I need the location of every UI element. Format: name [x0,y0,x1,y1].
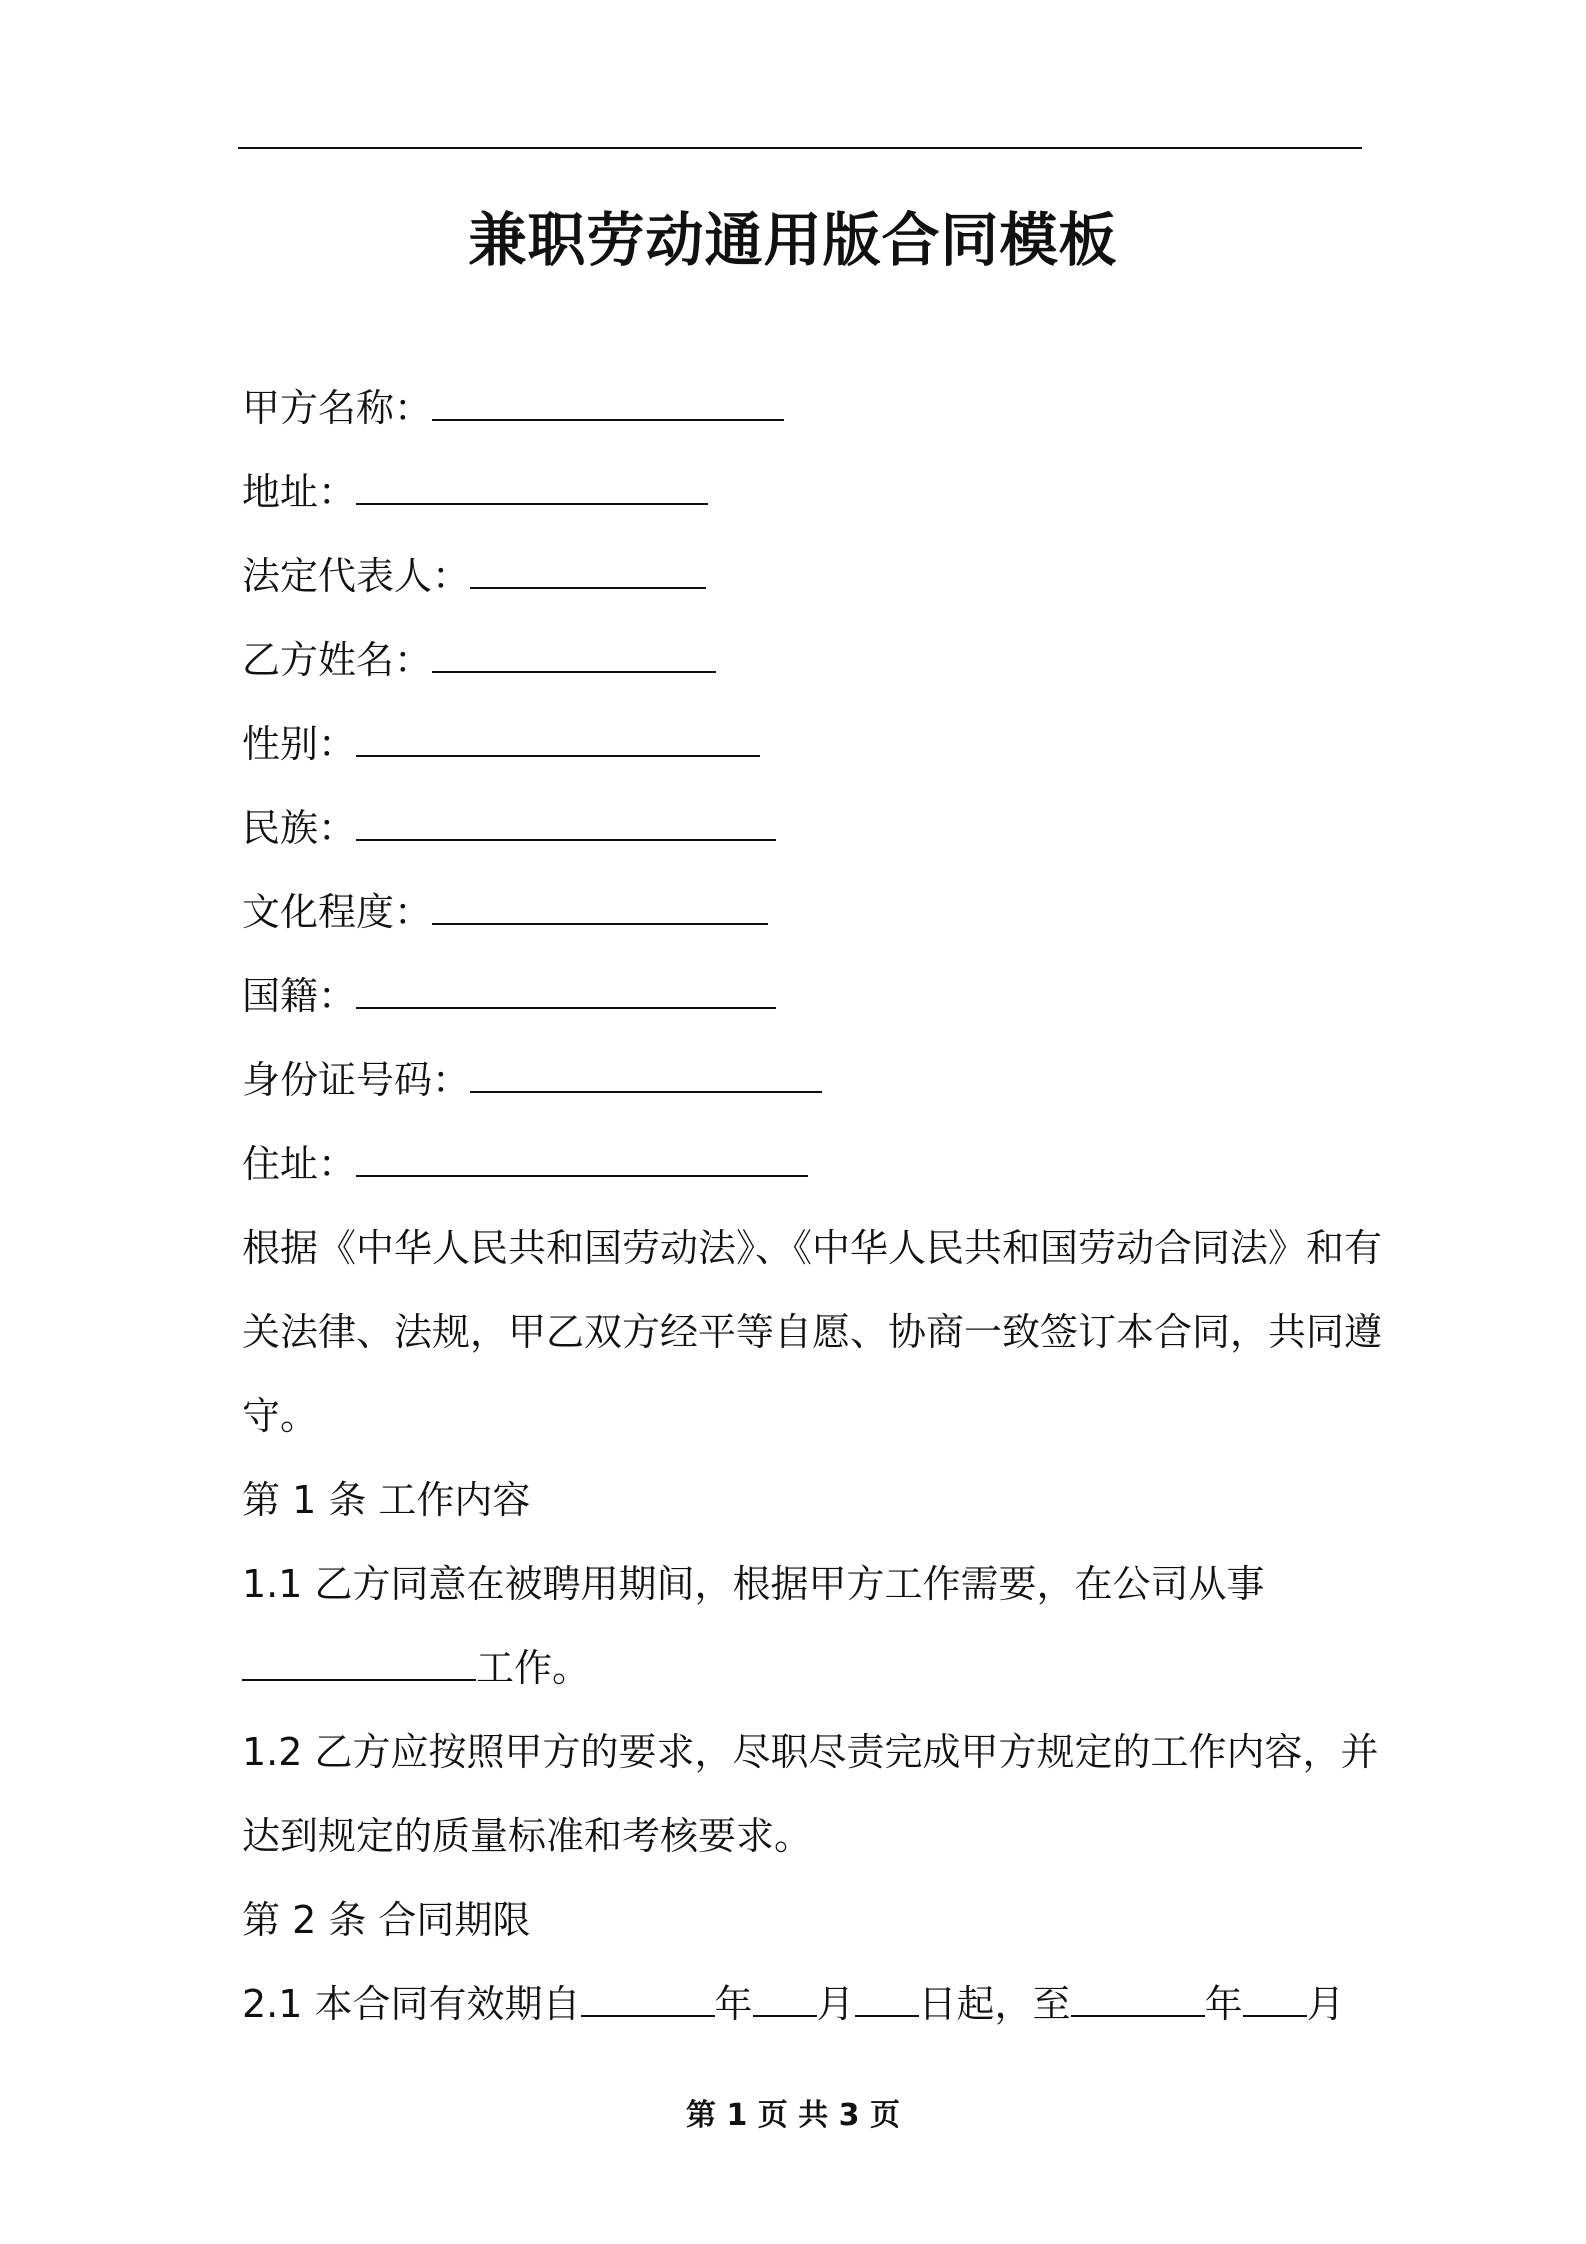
fill-in-blank[interactable] [356,973,776,1009]
field-label: 国籍： [242,974,357,1018]
year-blank[interactable] [1071,1981,1205,2017]
field-id-number [242,1038,1362,1122]
field-label: 甲方名称： [242,386,433,430]
field-ethnicity [242,786,1362,870]
field-residence [242,1122,1362,1206]
clause-1-1-line: 1.1 乙方同意在被聘用期间，根据甲方工作需要，在公司从事 [242,1562,1265,1606]
clause-1-1-line [242,1626,1362,1710]
field-gender [242,702,1362,786]
article-2-heading: 第 2 条 合同期限 [242,1898,531,1942]
fill-in-blank[interactable] [356,721,760,757]
field-address [242,450,1362,534]
field-label: 身份证号码： [242,1058,471,1102]
preamble-line: 根据《中华人民共和国劳动法》、《中华人民共和国劳动合同法》和有 [242,1226,1383,1270]
document-body [242,366,1383,2046]
field-label: 法定代表人： [242,554,471,598]
month-blank[interactable] [753,1981,817,2017]
field-label: 文化程度： [242,890,433,934]
clause-text: 年 [1204,1982,1243,2026]
article-1-heading: 第 1 条 工作内容 [242,1478,531,1522]
clause-text: 2.1 本合同有效期自 [242,1982,581,2026]
field-label: 性别： [242,722,357,766]
clause-text: 年 [714,1982,753,2026]
document-title: 兼职劳动通用版合同模板 [468,206,1118,274]
fill-in-blank[interactable] [356,469,708,505]
preamble-line: 关法律、法规，甲乙双方经平等自愿、协商一致签订本合同，共同遵 [242,1310,1383,1354]
page-footer: 第 1 页 共 3 页 [686,2098,900,2133]
field-label: 民族： [242,806,357,850]
fill-in-blank[interactable] [356,1141,808,1177]
month-blank[interactable] [1243,1981,1307,2017]
clause-1-2-line: 达到规定的质量标准和考核要求。 [242,1814,813,1858]
clause-text: 月 [816,1982,855,2026]
fill-in-blank[interactable] [432,637,716,673]
fill-in-blank[interactable] [470,1057,822,1093]
year-blank[interactable] [581,1981,715,2017]
field-party-a-name [242,366,1362,450]
field-education [242,870,1362,954]
fill-in-blank[interactable] [432,385,784,421]
fill-in-blank[interactable] [356,805,776,841]
preamble-line: 守。 [242,1394,319,1438]
fill-in-blank[interactable] [432,889,768,925]
clause-2-1-line [242,1962,1362,2046]
field-nationality [242,954,1362,1038]
field-party-b-name [242,618,1362,702]
clause-text: 日起，至 [918,1982,1071,2026]
clause-text: 工作。 [476,1646,591,1690]
field-label: 乙方姓名： [242,638,433,682]
fill-in-blank[interactable] [242,1645,476,1681]
fill-in-blank[interactable] [470,553,706,589]
clause-1-2-line: 1.2 乙方应按照甲方的要求，尽职尽责完成甲方规定的工作内容，并 [242,1730,1379,1774]
header-rule [238,147,1362,149]
clause-text: 月 [1306,1982,1345,2026]
field-legal-representative [242,534,1362,618]
field-label: 住址： [242,1142,357,1186]
day-blank[interactable] [855,1981,919,2017]
field-label: 地址： [242,470,357,514]
